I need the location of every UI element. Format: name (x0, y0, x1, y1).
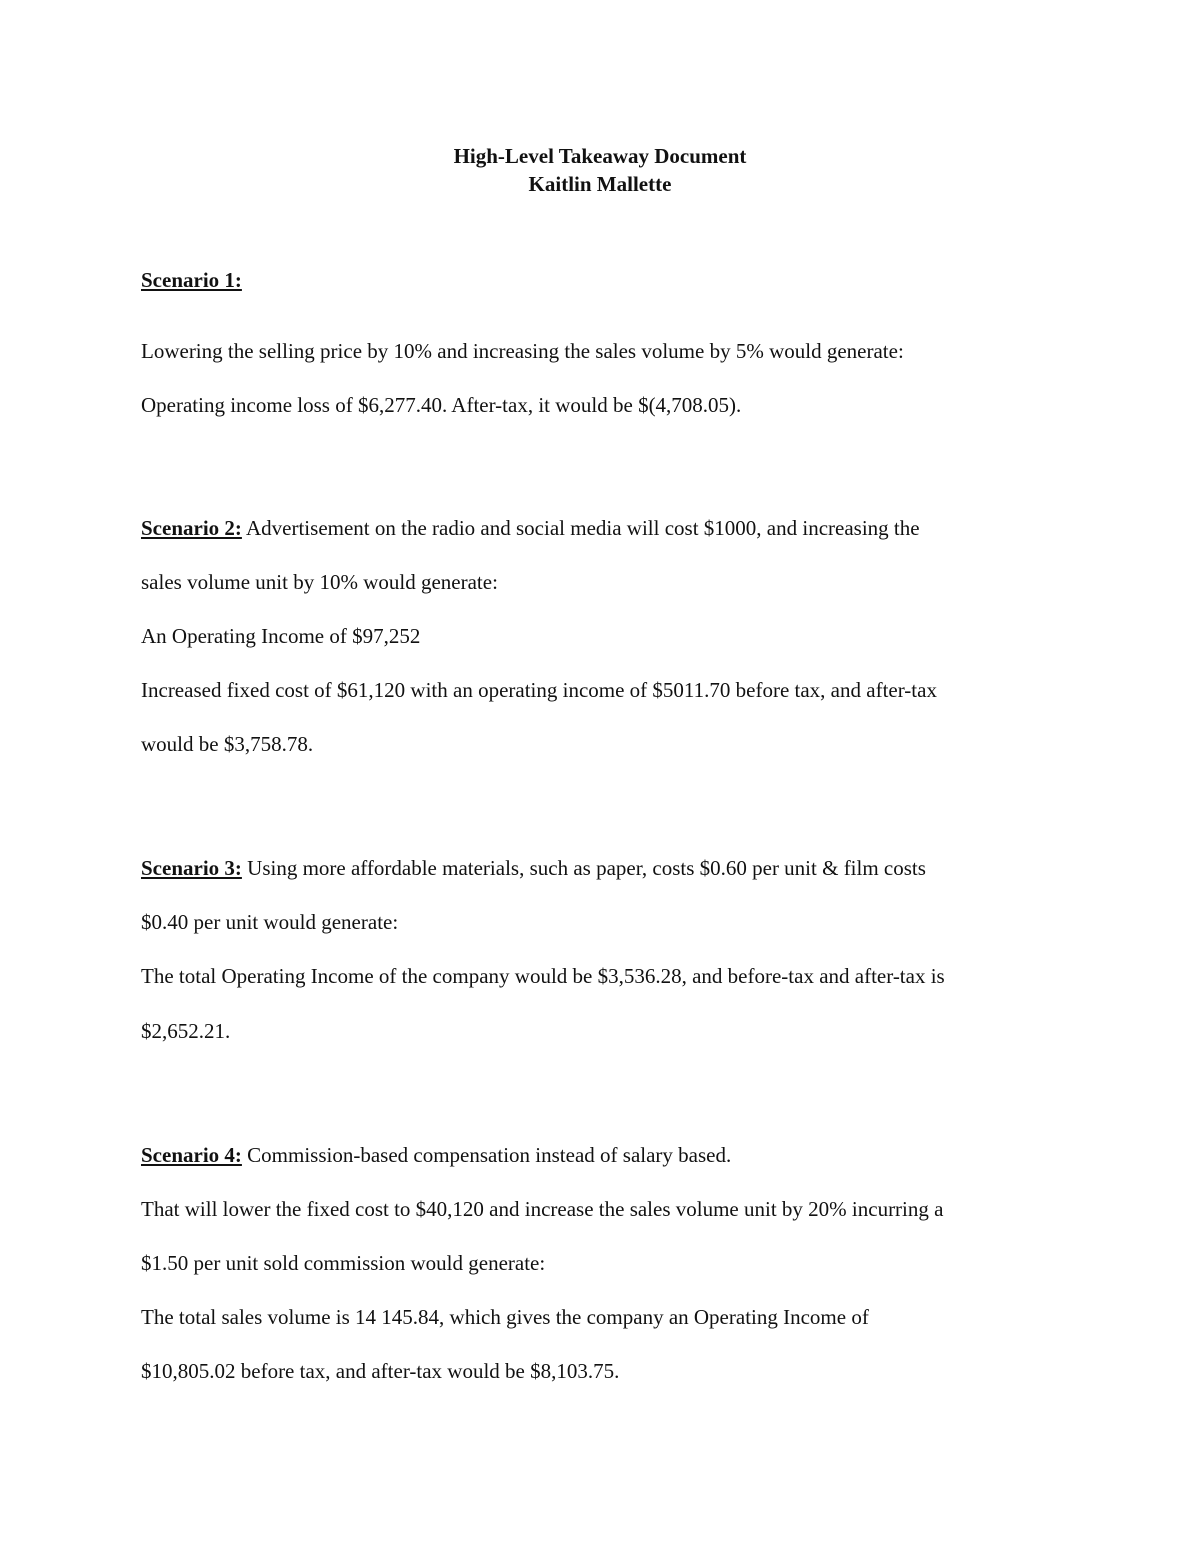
document-author: Kaitlin Mallette (528, 172, 672, 196)
scenario-3-line-1: Using more affordable materials, such as paper, costs $0.60 per unit & film costs (241, 856, 926, 880)
scenario-2-line-4: Increased fixed cost of $61,120 with an operating income of $5011.70 before tax, and after-tax (141, 678, 937, 702)
scenario-2-line-2: sales volume unit by 10% would generate: (141, 570, 498, 594)
scenario-1-line-1: Lowering the selling price by 10% and increasing the sales volume by 5% would generate: (141, 339, 904, 363)
scenario-1-heading: Scenario 1: (141, 268, 242, 292)
scenario-4-line-1: Commission-based compensation instead of salary based. (241, 1143, 732, 1167)
scenario-4-first-line (141, 1141, 731, 1169)
scenario-2-first-line (141, 514, 920, 542)
scenario-3-first-line (141, 854, 926, 882)
scenario-4-line-2: That will lower the fixed cost to $40,120 and increase the sales volume unit by 20% incurring a (141, 1197, 944, 1221)
scenario-4-line-5: $10,805.02 before tax, and after-tax would be $8,103.75. (141, 1359, 620, 1383)
scenario-2-line-3: An Operating Income of $97,252 (141, 624, 421, 648)
scenario-3-line-3: The total Operating Income of the company would be $3,536.28, and before-tax and after-tax is (141, 964, 945, 988)
scenario-2-line-5: would be $3,758.78. (141, 732, 314, 756)
scenario-1-line-2: Operating income loss of $6,277.40. After-tax, it would be $(4,708.05). (141, 393, 742, 417)
scenario-2-line-1: Advertisement on the radio and social media will cost $1000, and increasing the (241, 516, 920, 540)
title-block (0, 142, 1200, 198)
scenario-2-heading: Scenario 2: (141, 516, 242, 540)
scenario-4-heading: Scenario 4: (141, 1143, 242, 1167)
document-title: High-Level Takeaway Document (453, 144, 747, 168)
scenario-3-line-4: $2,652.21. (141, 1019, 231, 1043)
scenario-4-line-4: The total sales volume is 14 145.84, which gives the company an Operating Income of (141, 1305, 869, 1329)
scenario-3-heading: Scenario 3: (141, 856, 242, 880)
scenario-4-line-3: $1.50 per unit sold commission would generate: (141, 1251, 546, 1275)
scenario-3-line-2: $0.40 per unit would generate: (141, 910, 399, 934)
